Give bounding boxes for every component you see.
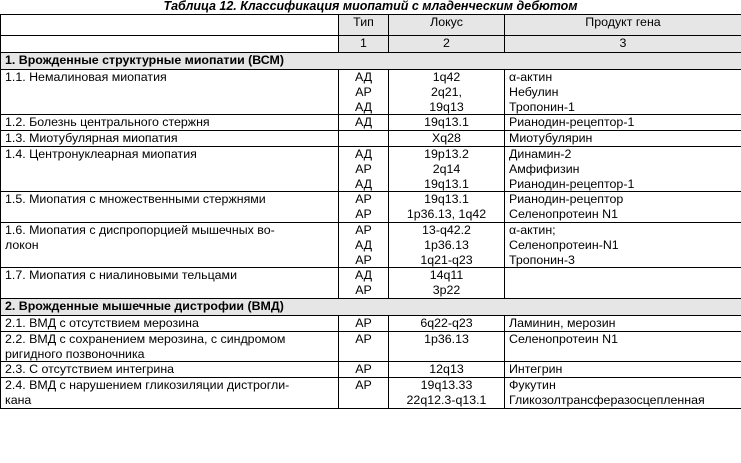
inheritance-type [339,222,389,267]
header-type: Тип [339,15,389,36]
inheritance-type-line: АР [355,207,372,222]
inheritance-type-line: АР [355,161,372,176]
myopathy-name [1,192,339,223]
gene-product-line: Гликозолтрансферазосцепленная [509,392,705,407]
gene-product-line: Селенопротеин N1 [509,331,618,346]
gene-product-line: Рианодин-рецептор [509,192,624,207]
inheritance-type-line: АД [354,99,373,114]
gene-locus-line: 19q13.1 [424,176,469,191]
myopathy-name-line: локон [5,237,39,252]
gene-product [505,222,741,267]
myopathy-name [1,70,339,115]
section-title: 2. Врожденные мышечные дистрофии (ВМД) [1,298,741,315]
gene-product [505,115,741,131]
table-row [1,115,741,131]
header-locus: Локус [389,15,505,36]
inheritance-type [339,331,389,362]
inheritance-type-line: АР [355,222,372,237]
gene-product-line: Рианодин-рецептор-1 [509,115,635,130]
inheritance-type [339,268,389,299]
column-number-product: 3 [505,36,741,53]
table-row [1,70,741,115]
table-row [1,192,741,223]
myopathy-name-line: 1.6. Миопатия с диспропорцией мышечных во- [5,222,275,237]
gene-locus-line: 19p13.2 [424,146,469,161]
inheritance-type [339,378,389,409]
gene-locus [389,331,505,362]
gene-locus-line: 22q12.3-q13.1 [406,392,487,407]
myopathy-name-line: 1.3. Миотубулярная миопатия [5,131,178,146]
table-row [1,331,741,362]
gene-locus [389,192,505,223]
gene-locus [389,146,505,191]
gene-locus [389,268,505,299]
myopathy-name [1,222,339,267]
gene-product-line: Интегрин [509,362,563,377]
myopathy-name-line: 1.1. Немалиновая миопатия [5,70,167,84]
column-number-locus: 2 [389,36,505,53]
header-empty-cell [1,15,339,36]
gene-locus-line: 2q21, [430,84,462,99]
section-row [1,53,741,70]
table-row [1,315,741,331]
gene-locus-line: 19q13.33 [420,378,473,393]
gene-locus-line: 19q13.1 [424,115,469,130]
column-number-empty [1,36,339,53]
myopathy-table [0,14,741,409]
inheritance-type-line: АД [354,146,373,161]
gene-locus [389,131,505,147]
gene-product-line: Небулин [509,84,559,99]
gene-locus-line: 14q11 [429,268,464,283]
gene-locus-line: 1p36.13 [424,331,469,346]
table-row [1,131,741,147]
gene-product [505,146,741,191]
gene-locus-line: 2q14 [432,161,461,176]
inheritance-type [339,315,389,331]
myopathy-name-line: 2.3. С отсутствием интегрина [5,362,175,377]
gene-locus-line: 1q21-q23 [420,252,473,267]
inheritance-type [339,131,389,147]
gene-locus-line: 19q13.1 [424,192,469,207]
gene-product-line: Селенопротеин N1 [509,207,618,222]
gene-locus-line: 3p22 [432,283,461,298]
gene-product [505,362,741,378]
gene-locus [389,378,505,409]
gene-product [505,131,741,147]
gene-product-line: Тропонин-3 [509,252,575,267]
inheritance-type-line: АР [355,362,372,377]
header-row [1,15,741,36]
myopathy-name [1,315,339,331]
section-title: 1. Врожденные структурные миопатии (ВСМ) [1,53,741,70]
table-row [1,146,741,191]
gene-locus [389,362,505,378]
gene-product-line: Миотубулярин [509,131,593,146]
myopathy-name [1,362,339,378]
table-row [1,362,741,378]
inheritance-type-line: АД [354,268,373,283]
table-caption: Таблица 12. Классификация миопатий с младенческим дебютом [163,0,578,13]
gene-product-line: Динамин-2 [509,146,572,161]
column-number-type: 1 [339,36,389,53]
myopathy-name [1,115,339,131]
gene-product-line: α-актин [509,70,553,84]
myopathy-name-line: 1.5. Миопатия с множественными стержнями [5,192,266,207]
header-product: Продукт гена [505,15,741,36]
myopathy-name-line: 2.1. ВМД с отсутствием мерозина [5,315,199,330]
column-number-row [1,36,741,53]
gene-locus [389,70,505,115]
inheritance-type-line: АР [355,283,372,298]
table-row [1,268,741,299]
inheritance-type-line: АР [355,315,372,330]
gene-locus-line: 1p36.13, 1q42 [406,207,487,222]
gene-product [505,70,741,115]
gene-product-line: Фукутин [509,378,556,393]
gene-locus [389,115,505,131]
myopathy-name [1,331,339,362]
myopathy-name-line: 1.4. Центронуклеарная миопатия [5,146,197,161]
inheritance-type-line: АД [354,70,373,84]
myopathy-name-line: ригидного позвоночника [5,346,145,361]
inheritance-type-line: АД [354,176,373,191]
gene-product [505,378,741,409]
inheritance-type [339,70,389,115]
inheritance-type [339,192,389,223]
gene-product-line: Ламинин, мерозин [509,315,616,330]
inheritance-type [339,146,389,191]
gene-locus-line: 19q13 [429,99,464,114]
myopathy-name [1,146,339,191]
table-row [1,378,741,409]
gene-locus-line: 6q22-q23 [420,315,473,330]
gene-locus [389,222,505,267]
gene-locus-line: 13-q42.2 [422,222,471,237]
gene-product [505,192,741,223]
inheritance-type-line: АР [355,84,372,99]
inheritance-type-line: АД [354,237,373,252]
myopathy-name-line: кана [5,392,32,407]
inheritance-type-line: АР [355,192,372,207]
myopathy-name-line: 1.7. Миопатия с ниалиновыми тельцами [5,268,237,283]
gene-locus-line: Xq28 [432,131,461,146]
gene-product-line: α-актин; [509,222,556,237]
myopathy-name-line: 2.2. ВМД с сохранением мерозина, с синдромом [5,331,286,346]
gene-product [505,331,741,362]
myopathy-name [1,131,339,147]
inheritance-type-line: АР [355,252,372,267]
gene-locus [389,315,505,331]
inheritance-type-line: АР [355,331,372,346]
myopathy-name-line: 2.4. ВМД с нарушением гликозиляции дистрогли- [5,378,290,393]
gene-locus-line: 12q13 [429,362,464,377]
gene-product [505,268,741,299]
gene-product-line: Амфифизин [509,161,580,176]
table-row [1,222,741,267]
inheritance-type-line: АД [354,115,373,130]
inheritance-type [339,115,389,131]
gene-product-line: Тропонин-1 [509,99,575,114]
gene-locus-line: 1q42 [432,70,461,84]
gene-product-line: Селенопротеин-N1 [509,237,619,252]
inheritance-type-line: АР [355,378,372,393]
gene-product-line: Рианодин-рецептор-1 [509,176,635,191]
myopathy-name [1,378,339,409]
gene-locus-line: 1p36.13 [424,237,469,252]
inheritance-type [339,362,389,378]
gene-product [505,315,741,331]
myopathy-name [1,268,339,299]
myopathy-name-line: 1.2. Болезнь центрального стержня [5,115,210,130]
section-row [1,298,741,315]
